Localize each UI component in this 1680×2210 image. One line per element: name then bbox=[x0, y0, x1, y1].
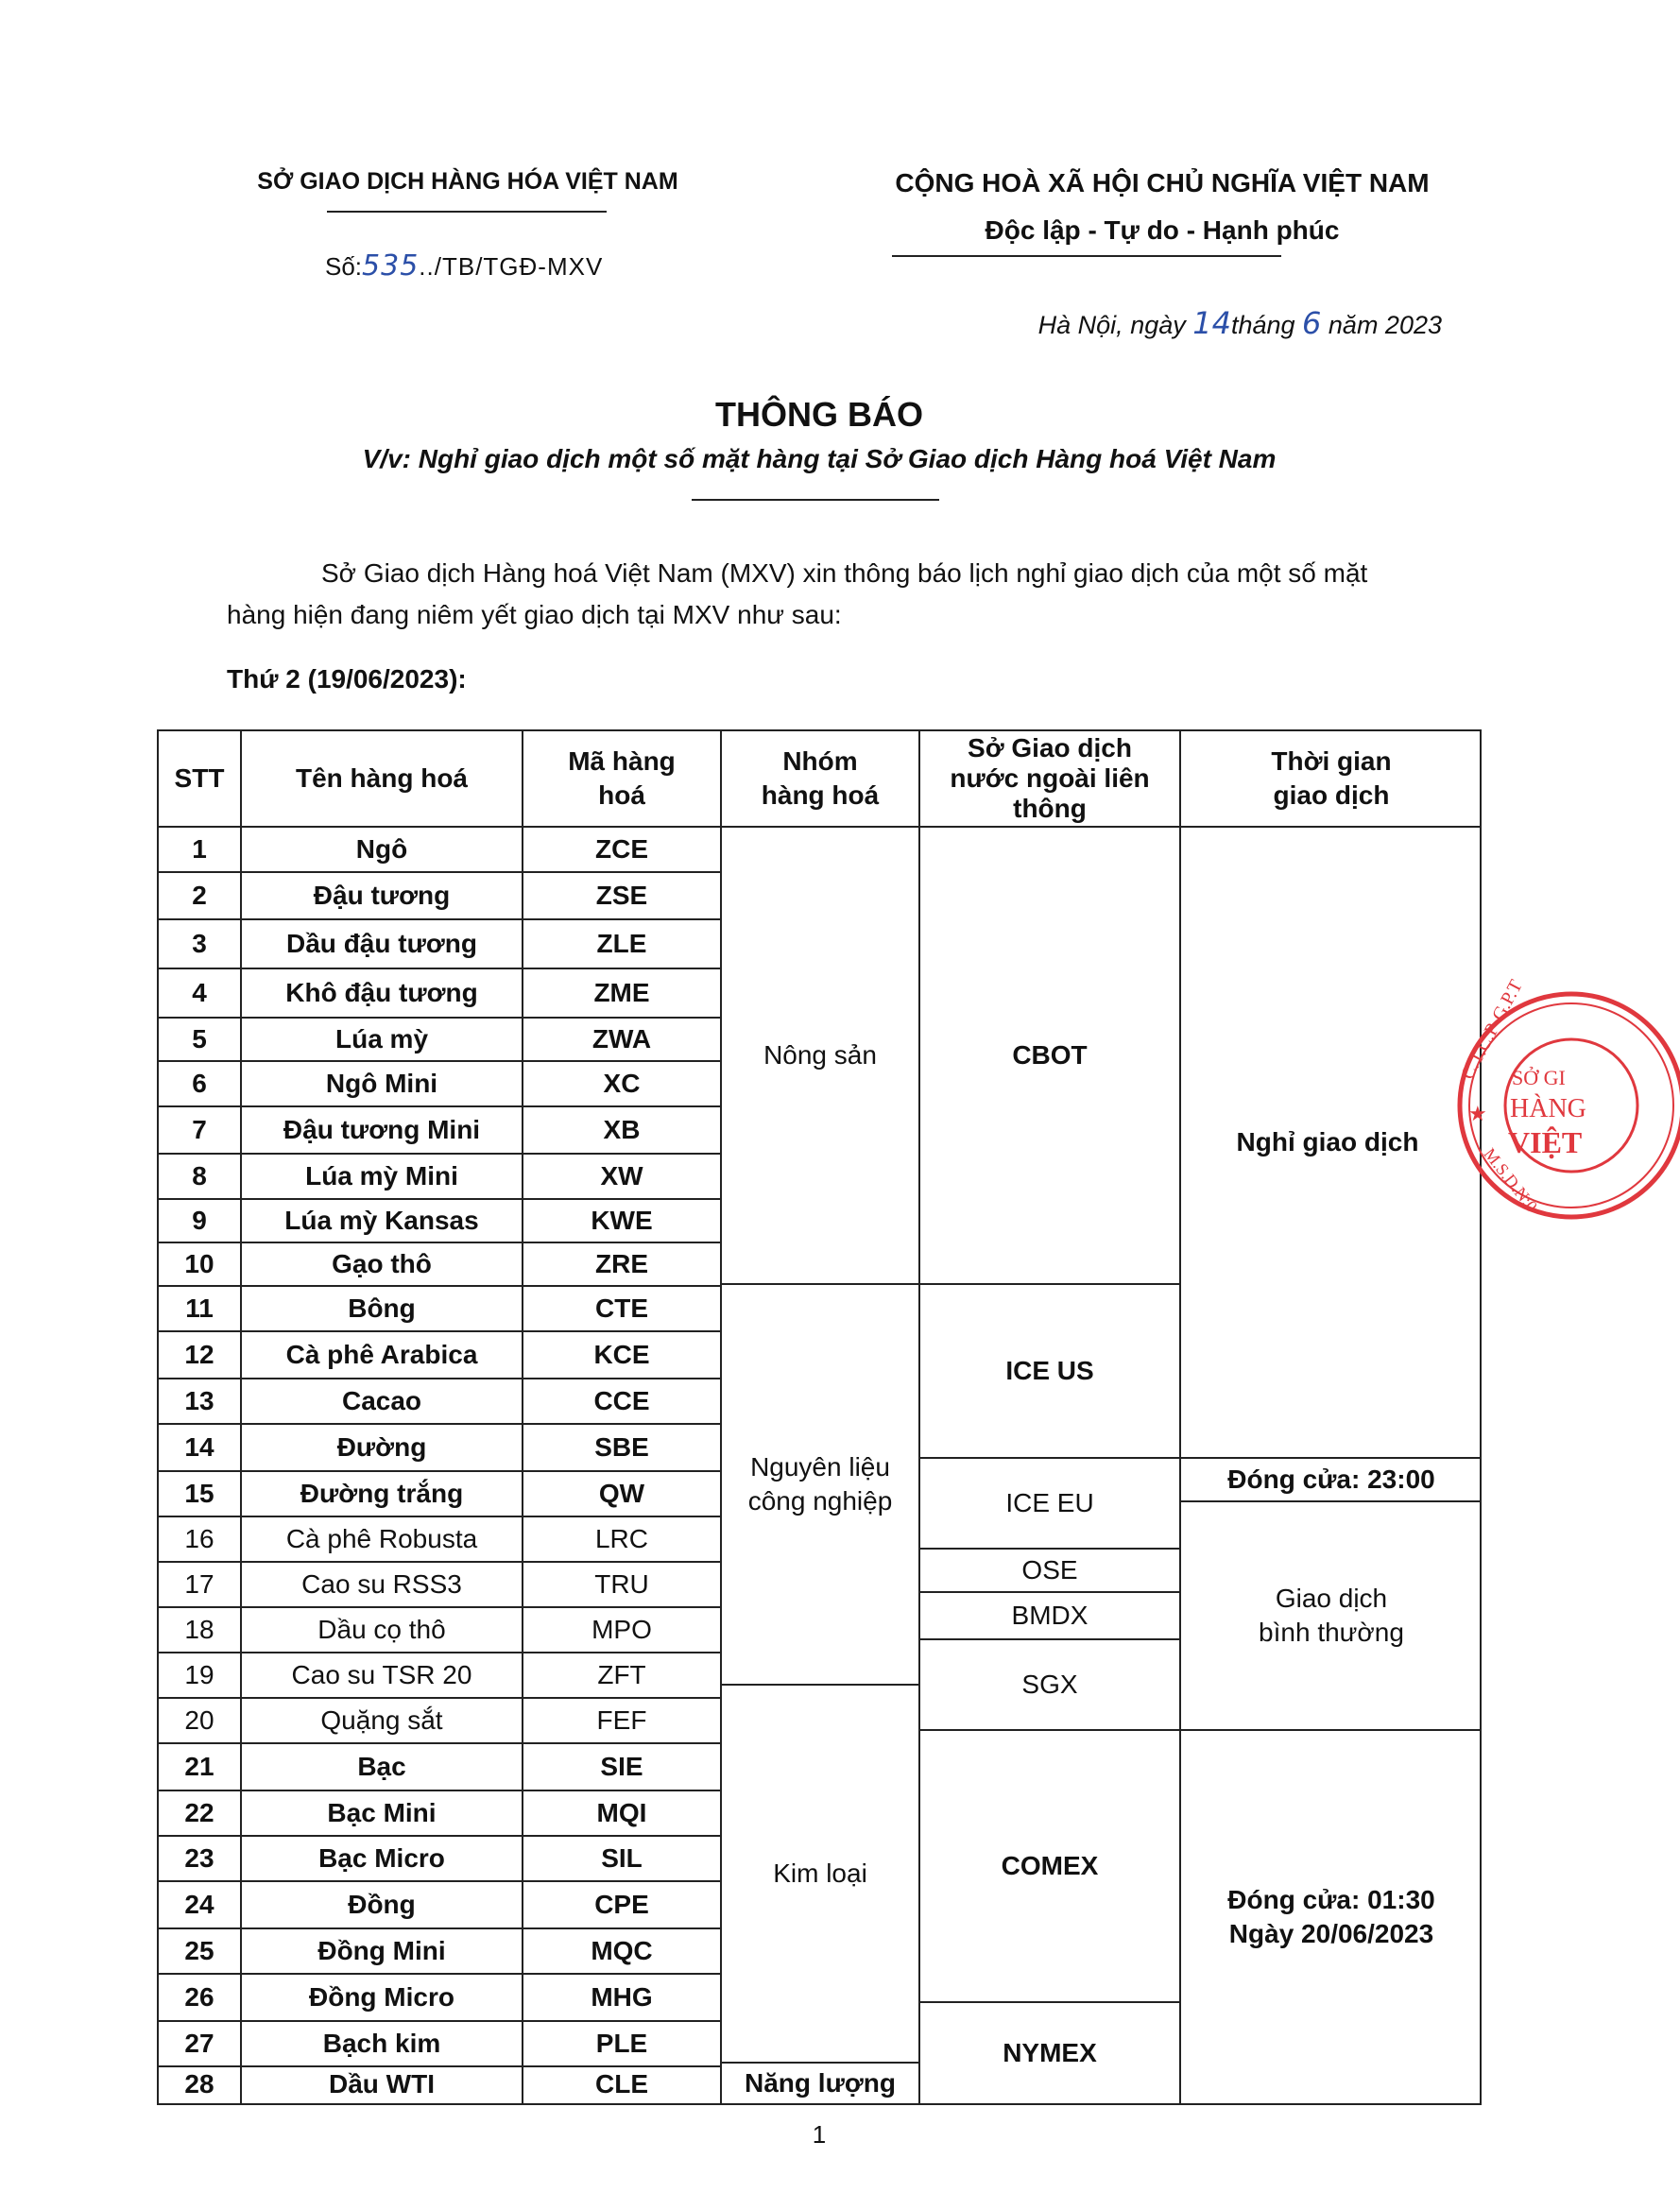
row-stt: 12 bbox=[184, 1340, 214, 1369]
row-commodity-code: MQI bbox=[596, 1798, 647, 1827]
row-commodity-name: Đường trắng bbox=[300, 1479, 464, 1508]
time-close-2300: Đóng cửa: 23:00 bbox=[1227, 1465, 1435, 1494]
row-commodity-name: Đồng Micro bbox=[309, 1982, 454, 2012]
header-group: Nhóm hàng hoá bbox=[761, 746, 880, 810]
row-stt: 1 bbox=[192, 834, 207, 864]
row-commodity-code: TRU bbox=[594, 1569, 649, 1599]
row-commodity-code: ZFT bbox=[597, 1660, 646, 1689]
row-commodity-name: Bông bbox=[348, 1293, 416, 1323]
document-title: THÔNG BÁO bbox=[715, 395, 923, 434]
exchange-ose: OSE bbox=[1021, 1555, 1078, 1585]
row-commodity-code: LRC bbox=[594, 1524, 648, 1553]
row-stt: 28 bbox=[184, 2069, 214, 2099]
company-seal bbox=[1453, 964, 1604, 1247]
row-commodity-code: ZRE bbox=[595, 1249, 648, 1278]
year-label: năm 2023 bbox=[1321, 311, 1442, 339]
row-commodity-code: ZCE bbox=[595, 834, 648, 864]
row-commodity-code: SIL bbox=[601, 1843, 643, 1873]
exchange-bmdx: BMDX bbox=[1011, 1601, 1089, 1630]
row-commodity-code: CCE bbox=[593, 1386, 650, 1415]
row-commodity-code: XW bbox=[600, 1161, 643, 1191]
doc-suffix: ../TB/TGĐ-MXV bbox=[419, 252, 604, 281]
row-commodity-name: Bạc Mini bbox=[327, 1798, 437, 1827]
row-stt: 27 bbox=[184, 2029, 214, 2058]
row-commodity-name: Dầu WTI bbox=[329, 2069, 435, 2099]
row-commodity-name: Lúa mỳ bbox=[334, 1024, 429, 1054]
row-stt: 14 bbox=[184, 1432, 214, 1462]
row-commodity-code: CLE bbox=[595, 2069, 648, 2099]
row-commodity-name: Cao su RSS3 bbox=[301, 1569, 462, 1599]
row-commodity-name: Bạc bbox=[357, 1752, 406, 1781]
dateline bbox=[1038, 305, 1442, 341]
header-time: Thời gian giao dịch bbox=[1271, 746, 1392, 810]
row-commodity-code: PLE bbox=[595, 2029, 648, 2058]
divider bbox=[892, 255, 1281, 257]
exchange-comex: COMEX bbox=[1001, 1851, 1099, 1880]
doc-prefix: Số: bbox=[325, 252, 363, 281]
row-commodity-name: Cà phê Robusta bbox=[285, 1524, 478, 1553]
row-commodity-name: Dầu đậu tương bbox=[286, 929, 477, 958]
schedule-table bbox=[157, 729, 1482, 2105]
row-commodity-name: Đồng bbox=[348, 1890, 416, 1919]
svg-text:VIỆT: VIỆT bbox=[1508, 1125, 1583, 1159]
intro-paragraph: Sở Giao dịch Hàng hoá Việt Nam (MXV) xin thông báo lịch nghỉ giao dịch của một số mặt hàng hiện đang niêm yết giao dịch tại MXV như sau: bbox=[227, 558, 1368, 629]
row-commodity-name: Đường bbox=[336, 1432, 427, 1462]
row-commodity-name: Bạch kim bbox=[322, 2029, 441, 2058]
header-code: Mã hàng hoá bbox=[568, 746, 676, 810]
row-commodity-code: MHG bbox=[591, 1982, 653, 2012]
row-stt: 19 bbox=[184, 1660, 214, 1689]
time-normal: Giao dịch bình thường bbox=[1259, 1584, 1404, 1647]
row-commodity-code: MPO bbox=[591, 1615, 652, 1644]
row-commodity-name: Dầu cọ thô bbox=[317, 1615, 446, 1644]
exchange-ice-us: ICE US bbox=[1005, 1356, 1094, 1385]
row-commodity-code: FEF bbox=[596, 1705, 647, 1735]
row-stt: 26 bbox=[184, 1982, 214, 2012]
row-stt: 16 bbox=[184, 1524, 214, 1553]
row-commodity-code: ZLE bbox=[596, 929, 647, 958]
row-commodity-code: SIE bbox=[600, 1752, 643, 1781]
row-commodity-code: KCE bbox=[593, 1340, 650, 1369]
row-commodity-name: Lúa mỳ Mini bbox=[305, 1161, 458, 1191]
month-label: tháng bbox=[1230, 311, 1303, 339]
close-date: Ngày 20/06/2023 bbox=[1228, 1919, 1434, 1948]
svg-text:C.T.C.P-G.P.T: C.T.C.P-G.P.T bbox=[1457, 976, 1527, 1084]
row-stt: 2 bbox=[192, 881, 207, 910]
organization-name: SỞ GIAO DỊCH HÀNG HÓA VIỆT NAM bbox=[257, 168, 678, 195]
divider bbox=[327, 211, 607, 213]
group-industrial: Nguyên liệu công nghiệp bbox=[747, 1452, 893, 1516]
row-commodity-name: Cà phê Arabica bbox=[285, 1340, 478, 1369]
seal-icon bbox=[1453, 964, 1680, 1247]
day-heading: Thứ 2 (19/06/2023): bbox=[227, 664, 467, 694]
row-stt: 13 bbox=[184, 1386, 214, 1415]
row-stt: 22 bbox=[184, 1798, 214, 1827]
page-number: 1 bbox=[812, 2120, 827, 2149]
group-metals: Kim loại bbox=[773, 1859, 867, 1888]
group-agri: Nông sản bbox=[763, 1040, 877, 1070]
row-stt: 15 bbox=[184, 1479, 214, 1508]
svg-text:M.S.D.N:0: M.S.D.N:0 bbox=[1480, 1144, 1542, 1216]
row-stt: 9 bbox=[192, 1206, 207, 1235]
row-stt: 8 bbox=[192, 1161, 207, 1191]
date-prefix: Hà Nội, ngày bbox=[1037, 311, 1193, 339]
row-stt: 10 bbox=[184, 1249, 214, 1278]
row-stt: 17 bbox=[184, 1569, 214, 1599]
row-stt: 21 bbox=[184, 1752, 214, 1781]
row-commodity-name: Gạo thô bbox=[332, 1249, 432, 1278]
header-exchange: Sở Giao dịch nước ngoài liên thông bbox=[950, 733, 1150, 823]
row-commodity-code: XB bbox=[603, 1115, 641, 1144]
row-commodity-name: Cacao bbox=[341, 1386, 422, 1415]
divider bbox=[692, 499, 939, 501]
document-number bbox=[325, 249, 603, 283]
row-stt: 6 bbox=[192, 1069, 207, 1098]
row-commodity-code: CTE bbox=[595, 1293, 648, 1323]
row-commodity-code: CPE bbox=[594, 1890, 649, 1919]
exchange-nymex: NYMEX bbox=[1003, 2038, 1097, 2067]
row-commodity-code: XC bbox=[603, 1069, 641, 1098]
row-stt: 3 bbox=[192, 929, 207, 958]
nation-name: CỘNG HOÀ XÃ HỘI CHỦ NGHĨA VIỆT NAM bbox=[895, 168, 1430, 197]
handwritten-day: 14 bbox=[1192, 305, 1231, 341]
row-stt: 7 bbox=[192, 1115, 207, 1144]
row-commodity-name: Ngô bbox=[355, 834, 408, 864]
row-commodity-name: Đậu tương bbox=[313, 881, 451, 910]
row-commodity-code: QW bbox=[598, 1479, 645, 1508]
row-stt: 23 bbox=[184, 1843, 214, 1873]
row-commodity-code: ZME bbox=[593, 978, 650, 1007]
time-closed: Nghỉ giao dịch bbox=[1236, 1127, 1419, 1156]
group-energy: Năng lượng bbox=[745, 2068, 896, 2098]
svg-text:SỞ GI: SỞ GI bbox=[1512, 1066, 1566, 1089]
row-commodity-name: Quặng sắt bbox=[320, 1705, 443, 1735]
row-commodity-name: Đồng Mini bbox=[317, 1936, 446, 1965]
svg-text:HÀNG: HÀNG bbox=[1510, 1094, 1586, 1123]
row-commodity-name: Đậu tương Mini bbox=[283, 1115, 481, 1144]
svg-text:★: ★ bbox=[1468, 1102, 1487, 1125]
row-stt: 25 bbox=[184, 1936, 214, 1965]
exchange-sgx: SGX bbox=[1021, 1670, 1078, 1699]
row-commodity-code: SBE bbox=[594, 1432, 649, 1462]
handwritten-month: 6 bbox=[1302, 305, 1322, 341]
header-stt: STT bbox=[174, 763, 225, 793]
row-commodity-name: Lúa mỳ Kansas bbox=[284, 1206, 479, 1235]
row-commodity-name: Bạc Micro bbox=[318, 1843, 445, 1873]
row-commodity-name: Cao su TSR 20 bbox=[291, 1660, 472, 1689]
row-stt: 18 bbox=[184, 1615, 214, 1644]
row-commodity-name: Khô đậu tương bbox=[285, 978, 478, 1007]
close-time: Đóng cửa: 01:30 bbox=[1227, 1885, 1435, 1914]
national-motto: Độc lập - Tự do - Hạnh phúc bbox=[985, 215, 1340, 245]
row-stt: 5 bbox=[192, 1024, 207, 1054]
exchange-cbot: CBOT bbox=[1012, 1040, 1088, 1070]
header-name: Tên hàng hoá bbox=[296, 763, 468, 793]
row-commodity-name: Ngô Mini bbox=[325, 1069, 438, 1098]
handwritten-number: 535 bbox=[362, 249, 420, 283]
row-stt: 4 bbox=[192, 978, 207, 1007]
time-close-0130 bbox=[1181, 1731, 1482, 2103]
row-commodity-code: KWE bbox=[591, 1206, 653, 1235]
row-commodity-code: MQC bbox=[591, 1936, 653, 1965]
row-stt: 11 bbox=[185, 1293, 214, 1323]
row-stt: 20 bbox=[184, 1705, 214, 1735]
exchange-ice-eu: ICE EU bbox=[1005, 1488, 1094, 1517]
row-commodity-code: ZSE bbox=[595, 881, 648, 910]
row-stt: 24 bbox=[184, 1890, 214, 1919]
document-subtitle: V/v: Nghỉ giao dịch một số mặt hàng tại Sở Giao dịch Hàng hoá Việt Nam bbox=[362, 444, 1277, 473]
row-commodity-code: ZWA bbox=[591, 1024, 652, 1054]
